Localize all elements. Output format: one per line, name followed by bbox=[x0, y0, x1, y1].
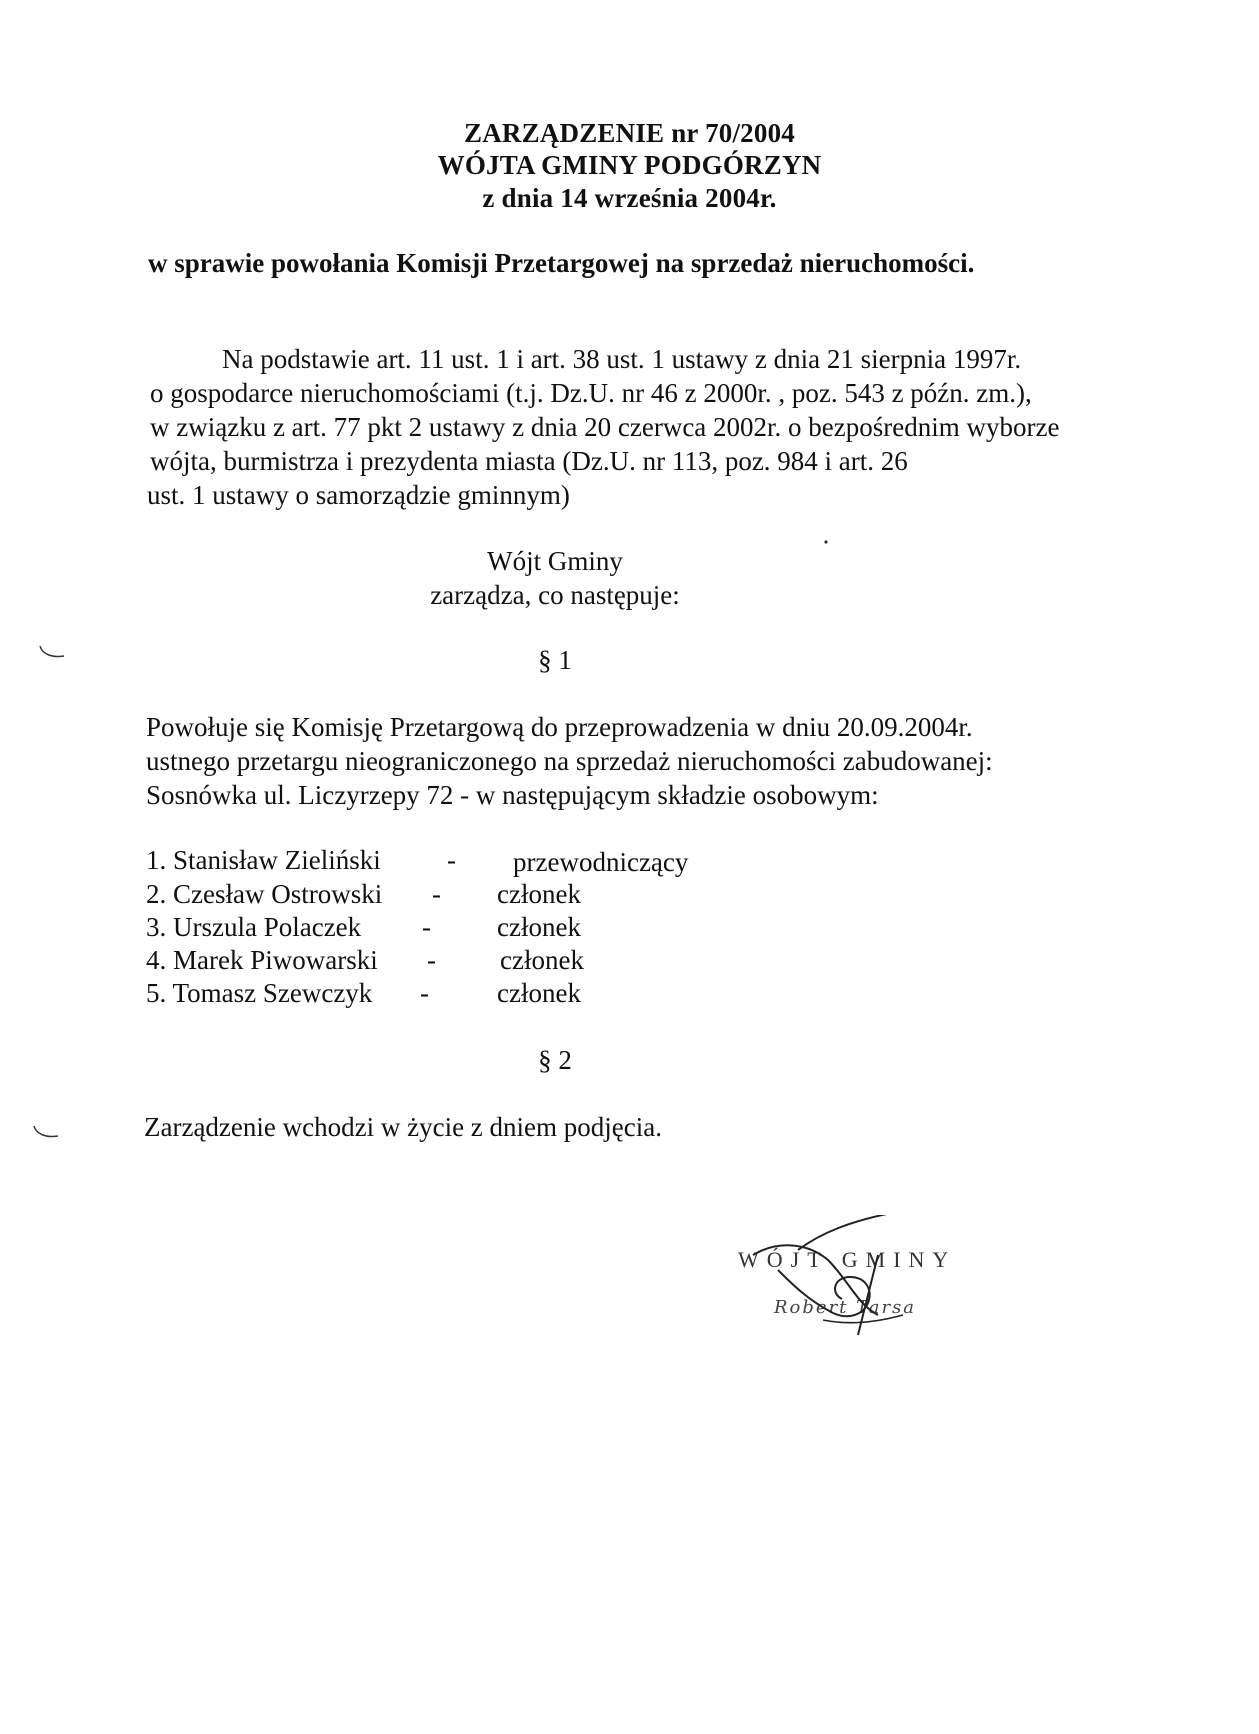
preamble-line-5: ust. 1 ustawy o samorządzie gminnym) bbox=[147, 480, 570, 510]
document-subject: w sprawie powołania Komisji Przetargowej na sprzedaż nieruchomości. bbox=[148, 248, 975, 278]
enacting-authority: Wójt Gminy bbox=[487, 546, 623, 576]
scan-margin-mark bbox=[28, 1120, 64, 1148]
enacting-clause: zarządza, co następuje: bbox=[430, 580, 680, 610]
scan-margin-mark bbox=[34, 640, 70, 668]
section-1-body-line-1: Powołuje się Komisję Przetargową do przeprowadzenia w dniu 20.09.2004r. bbox=[146, 712, 973, 742]
member-role: członek bbox=[497, 912, 581, 942]
scan-speck bbox=[822, 538, 830, 546]
section-1-heading: § 1 bbox=[538, 645, 572, 675]
section-1-body-line-3: Sosnówka ul. Liczyrzepy 72 - w następującym składzie osobowym: bbox=[146, 780, 879, 810]
member-name: 3. Urszula Polaczek bbox=[146, 912, 362, 942]
stamp-name: Robert Tarsa bbox=[774, 1297, 917, 1318]
member-role: członek bbox=[497, 879, 581, 909]
member-name: 1. Stanisław Zieliński bbox=[146, 845, 381, 875]
preamble-line-3: w związku z art. 77 pkt 2 ustawy z dnia 20 czerwca 2002r. o bezpośrednim wyborze bbox=[150, 412, 1060, 442]
section-1-body-line-2: ustnego przetargu nieograniczonego na sprzedaż nieruchomości zabudowanej: bbox=[146, 746, 993, 776]
member-role: przewodniczący bbox=[513, 847, 689, 877]
member-dash: - bbox=[427, 945, 436, 975]
issuer-title: WÓJTA GMINY PODGÓRZYN bbox=[437, 150, 822, 180]
preamble-line-4: wójta, burmistrza i prezydenta miasta (Dz.U. nr 113, poz. 984 i art. 26 bbox=[150, 446, 908, 476]
member-name: 5. Tomasz Szewczyk bbox=[146, 978, 373, 1008]
member-dash: - bbox=[447, 845, 456, 875]
preamble-line-1: Na podstawie art. 11 ust. 1 i art. 38 ust. 1 ustawy z dnia 21 sierpnia 1997r. bbox=[222, 344, 1022, 374]
signature-scribble bbox=[738, 1215, 978, 1345]
member-dash: - bbox=[432, 879, 441, 909]
member-name: 4. Marek Piwowarski bbox=[146, 945, 378, 975]
member-dash: - bbox=[420, 978, 429, 1008]
document-title: ZARZĄDZENIE nr 70/2004 bbox=[464, 118, 795, 148]
stamp-title: WÓJT GMINY bbox=[738, 1247, 957, 1272]
section-2-heading: § 2 bbox=[538, 1045, 572, 1075]
official-stamp-signature bbox=[738, 1215, 978, 1345]
section-2-body: Zarządzenie wchodzi w życie z dniem podjęcia. bbox=[144, 1112, 662, 1142]
document-date: z dnia 14 września 2004r. bbox=[482, 183, 777, 213]
member-dash: - bbox=[422, 912, 431, 942]
member-role: członek bbox=[497, 978, 581, 1008]
member-role: członek bbox=[500, 945, 584, 975]
preamble-line-2: o gospodarce nieruchomościami (t.j. Dz.U. nr 46 z 2000r. , poz. 543 z późn. zm.), bbox=[150, 378, 1032, 408]
member-name: 2. Czesław Ostrowski bbox=[146, 879, 383, 909]
